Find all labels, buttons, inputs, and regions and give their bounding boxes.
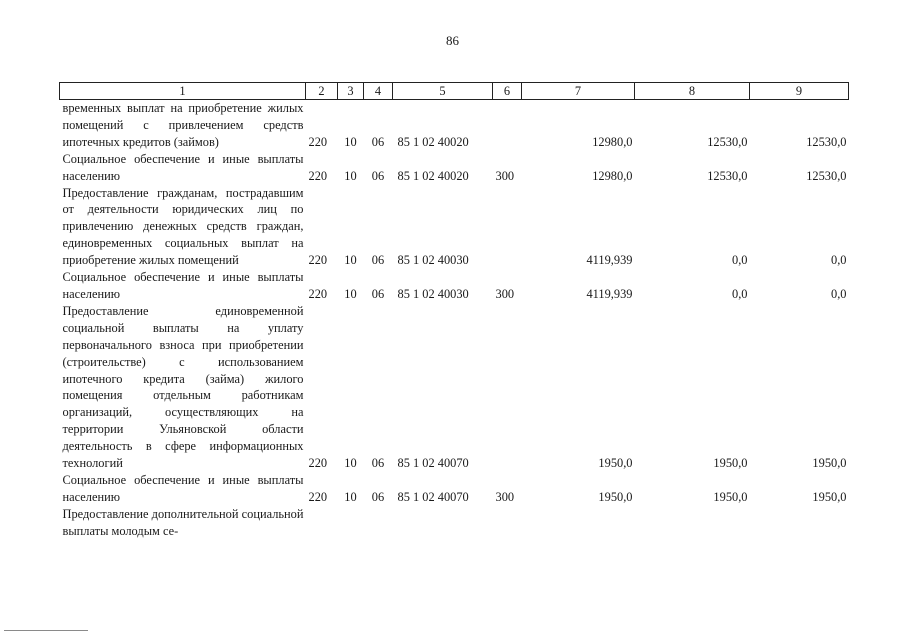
cell-code-2 — [306, 506, 338, 540]
cell-code-2: 220 — [308, 456, 328, 471]
row-description: Предоставление гражданам, пострадавшим от деятельности юридических лиц по привлечению денежных средств граждан, единовременных социальных выплат на приобретение жилых помещений — [62, 185, 304, 268]
cell-amount-7: 4119,939 — [586, 286, 633, 301]
cell-code-4: 06 — [371, 253, 385, 268]
column-header: 5 — [393, 83, 493, 100]
cell-code-3 — [338, 506, 364, 540]
column-header: 4 — [364, 83, 393, 100]
cell-amount-7: 1950,0 — [598, 489, 633, 504]
table-row — [60, 151, 849, 185]
row-description: Социальное обеспечение и иные выплаты населению — [62, 270, 304, 301]
table-header-row — [60, 83, 849, 100]
cell-amount-7: 12980,0 — [592, 168, 633, 183]
cell-amount-9: 0,0 — [831, 286, 847, 301]
cell-code-3: 10 — [344, 286, 357, 301]
column-header: 7 — [522, 83, 635, 100]
cell-amount-7 — [522, 506, 635, 540]
cell-code-2: 220 — [308, 253, 328, 268]
row-description: Предоставление дополнительной социальной выплаты молодым се- — [62, 506, 304, 538]
column-header: 2 — [306, 83, 338, 100]
cell-code-3: 10 — [344, 253, 357, 268]
cell-amount-9: 0,0 — [831, 253, 847, 268]
page-number: 86 — [446, 33, 459, 48]
cell-code-3: 10 — [344, 489, 357, 504]
cell-amount-9: 12530,0 — [806, 134, 847, 149]
cell-amount-8: 12530,0 — [707, 134, 748, 149]
cell-code-6 — [493, 506, 522, 540]
table-row — [60, 472, 849, 506]
table-row — [60, 303, 849, 472]
column-header: 8 — [635, 83, 750, 100]
cell-code-4 — [364, 506, 393, 540]
column-header: 3 — [338, 83, 364, 100]
cell-code-2: 220 — [308, 134, 328, 149]
cell-amount-9: 1950,0 — [812, 489, 847, 504]
cell-code-6: 300 — [495, 489, 515, 504]
cell-amount-8: 0,0 — [732, 286, 748, 301]
cell-code-3: 10 — [344, 168, 357, 183]
cell-amount-7: 4119,939 — [586, 253, 633, 268]
cell-code-6 — [493, 185, 522, 270]
cell-code-4: 06 — [371, 456, 385, 471]
cell-code-5: 85 1 02 40030 — [397, 286, 469, 301]
cell-code-3: 10 — [344, 134, 357, 149]
cell-code-4: 06 — [371, 134, 385, 149]
cell-amount-9: 12530,0 — [806, 168, 847, 183]
column-header: 9 — [750, 83, 849, 100]
cell-code-5: 85 1 02 40020 — [397, 168, 469, 183]
cell-amount-7: 12980,0 — [592, 134, 633, 149]
cell-amount-9 — [750, 506, 849, 540]
cell-code-4: 06 — [371, 168, 385, 183]
cell-code-4: 06 — [371, 286, 385, 301]
row-description: Социальное обеспечение и иные выплаты населению — [62, 472, 304, 504]
cell-code-5: 85 1 02 40020 — [397, 134, 469, 149]
cell-code-2: 220 — [308, 489, 328, 504]
row-description: Предоставление единовременной социальной выплаты на уплату первоначального взноса при приобретении (строительстве) с использованием ипотечного кредита (займа) жилого помещения отдельным работникам организаций, осуществляющих на территории Ульяновской области деятельность в сфере информационных технологий — [62, 303, 304, 471]
table-row — [60, 185, 849, 270]
cell-code-6: 300 — [495, 168, 515, 183]
cell-code-5: 85 1 02 40070 — [397, 489, 469, 504]
cell-code-5: 85 1 02 40030 — [397, 253, 469, 268]
cell-amount-9: 1950,0 — [812, 456, 847, 471]
cell-code-3: 10 — [344, 456, 357, 471]
cell-code-4: 06 — [371, 489, 385, 504]
cell-amount-8: 1950,0 — [713, 456, 748, 471]
table-row — [60, 506, 849, 540]
cell-amount-7: 1950,0 — [598, 456, 633, 471]
cell-code-2: 220 — [308, 168, 328, 183]
cell-code-2: 220 — [308, 286, 328, 301]
cell-amount-8: 1950,0 — [713, 489, 748, 504]
column-header: 6 — [493, 83, 522, 100]
cell-code-5: 85 1 02 40070 — [397, 456, 469, 471]
budget-table — [59, 82, 849, 540]
cell-code-6 — [493, 100, 522, 151]
table-row — [60, 100, 849, 151]
cell-code-6: 300 — [495, 286, 515, 301]
table-row — [60, 269, 849, 303]
row-description: временных выплат на приобретение жилых помещений с привлечением средств ипотечных кредитов (займов) — [62, 101, 304, 149]
cell-amount-8 — [635, 506, 750, 540]
cell-amount-8: 12530,0 — [707, 168, 748, 183]
cell-code-6 — [493, 303, 522, 472]
cell-amount-8: 0,0 — [732, 253, 748, 268]
column-header: 1 — [60, 83, 306, 100]
row-description: Социальное обеспечение и иные выплаты населению — [62, 151, 304, 183]
scan-artifact-line — [4, 630, 88, 631]
cell-code-5 — [393, 506, 493, 540]
